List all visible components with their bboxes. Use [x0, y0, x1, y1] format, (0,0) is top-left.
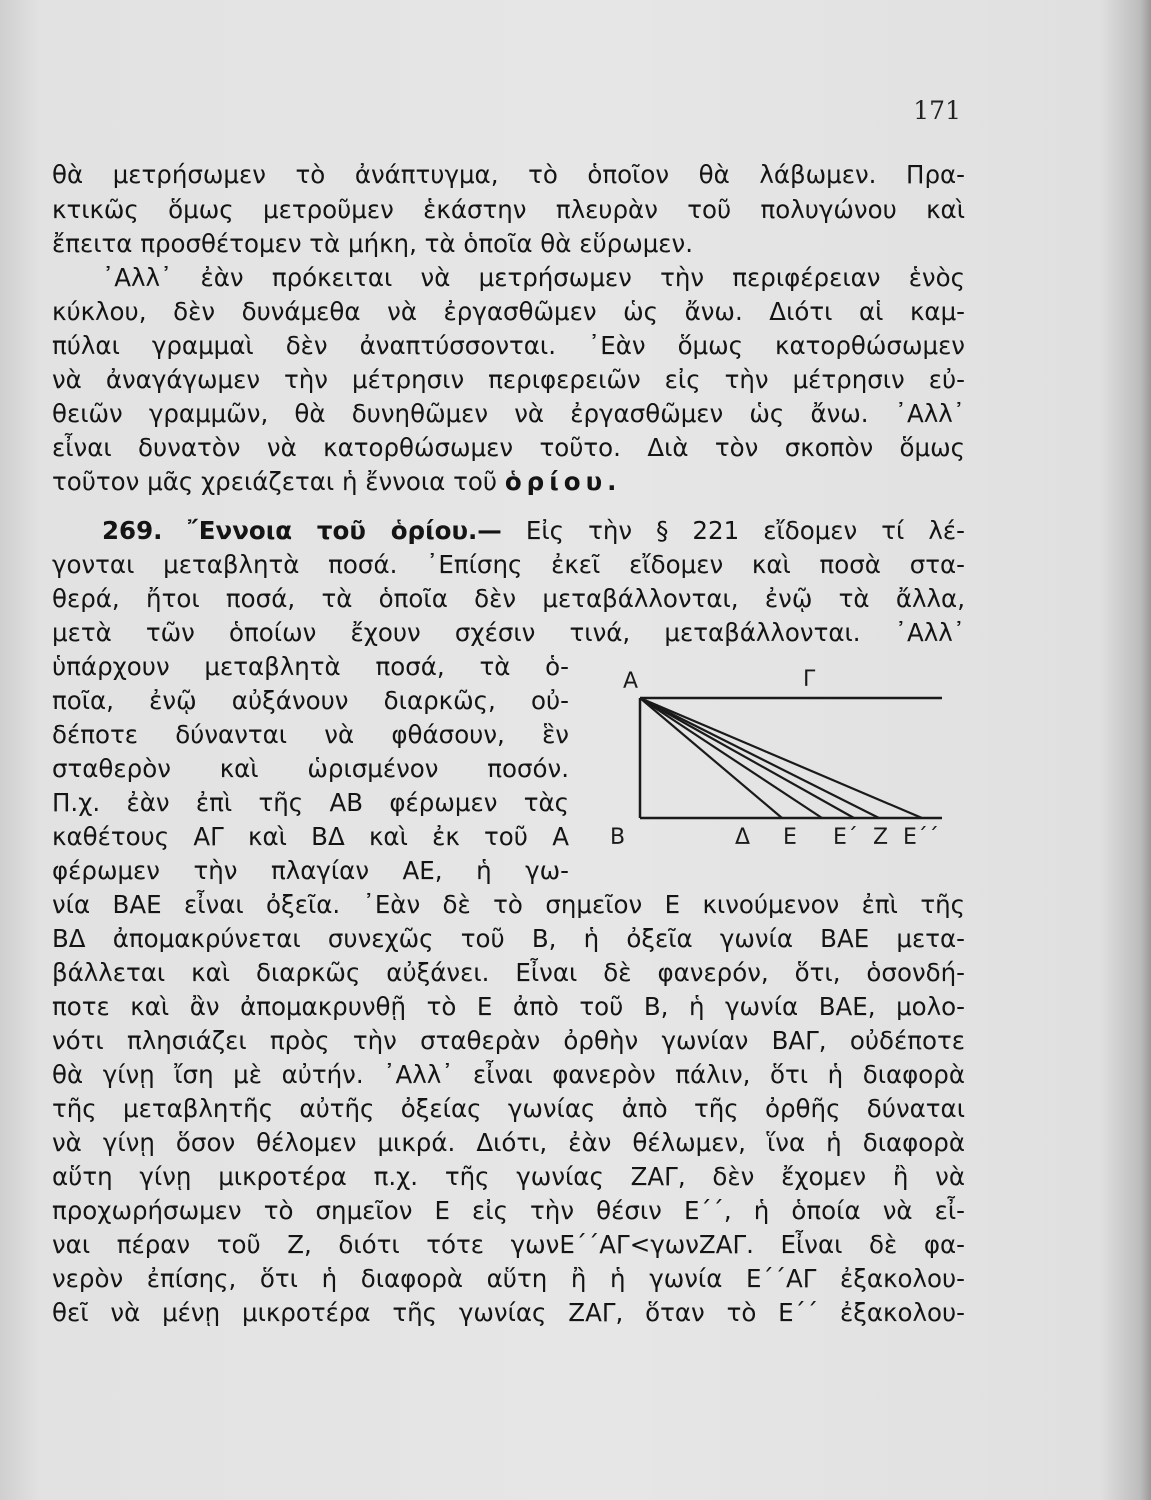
- text-line: σταθερὸν καὶ ὡρισμένον ποσόν.: [52, 754, 569, 783]
- text-line: καθέτους ΑΓ καὶ ΒΔ καὶ ἐκ τοῦ Α: [52, 822, 569, 851]
- page-number: 171: [913, 96, 961, 125]
- text-line: θὰ μετρήσωμεν τὸ ἀνάπτυγμα, τὸ ὁποῖον θὰ λάβωμεν. Πρα-: [52, 160, 965, 189]
- text-line: θειῶν γραμμῶν, θὰ δυνηθῶμεν νὰ ἐργασθῶμεν ὡς ἄνω. ᾿Αλλ᾿: [52, 399, 965, 428]
- text-line: γονται μεταβλητὰ ποσά. ᾿Επίσης ἐκεῖ εἴδομεν καὶ ποσὰ στα-: [52, 550, 965, 579]
- line-AE1: [640, 698, 854, 818]
- text-line: φέρωμεν τὴν πλαγίαν ΑΕ, ἡ γω-: [52, 856, 569, 885]
- label-E2: Ε΄΄: [903, 825, 939, 850]
- section-first-line-rest: Εἰς τὴν § 221 εἴδομεν τί λέ-: [525, 516, 965, 545]
- label-D: Δ: [735, 825, 751, 850]
- text-line-prefix: τοῦτον μᾶς χρειάζεται ἡ ἔννοια τοῦ: [52, 467, 505, 496]
- label-E: Ε: [783, 825, 797, 850]
- text-line: θὰ γίνῃ ἴση μὲ αὐτήν. ᾿Αλλ᾿ εἶναι φανερὸν πάλιν, ὅτι ἡ διαφορὰ: [52, 1060, 965, 1089]
- text-line: νερὸν ἐπίσης, ὅτι ἡ διαφορὰ αὕτη ἢ ἡ γωνία Ε΄΄ΑΓ ἐξακολου-: [52, 1264, 965, 1293]
- text-line: ποῖα, ἐνῷ αὐξάνουν διαρκῶς, οὐ-: [52, 686, 569, 715]
- text-line: ναι πέραν τοῦ Ζ, διότι τότε γωνΕ΄΄ΑΓ<γωνΖΑΓ. Εἶναι δὲ φα-: [52, 1230, 965, 1259]
- text-line: βάλλεται καὶ διαρκῶς αὐξάνει. Εἶναι δὲ φανερόν, ὅτι, ὁσονδή-: [52, 958, 965, 987]
- label-A: Α: [623, 669, 639, 694]
- geometry-figure: [585, 660, 985, 860]
- line-AE: [640, 698, 822, 818]
- text-line: ποτε καὶ ἂν ἀπομακρυνθῇ τὸ Ε ἀπὸ τοῦ Β, ἡ γωνία ΒΑΕ, μολο-: [52, 992, 965, 1021]
- text-line: ᾿Αλλ᾿ ἐὰν πρόκειται νὰ μετρήσωμεν τὴν περιφέρειαν ἑνὸς: [102, 263, 965, 292]
- text-line: θερά, ἤτοι ποσά, τὰ ὁποῖα δὲν μεταβάλλονται, ἐνῷ τὰ ἄλλα,: [52, 584, 965, 613]
- label-E1: Ε΄: [833, 825, 858, 850]
- label-Z: Ζ: [873, 825, 889, 850]
- section-title: ῎Εννοια τοῦ ὁρίου.—: [186, 516, 502, 545]
- text-line: νότι πλησιάζει πρὸς τὴν σταθερὰν ὀρθὴν γωνίαν ΒΑΓ, οὐδέποτε: [52, 1026, 965, 1055]
- text-line: αὕτη γίνῃ μικροτέρα π.χ. τῆς γωνίας ΖΑΓ, δὲν ἔχομεν ἢ νὰ: [52, 1162, 965, 1191]
- text-line: κτικῶς ὅμως μετροῦμεν ἑκάστην πλευρὰν τοῦ πολυγώνου καὶ: [52, 195, 965, 224]
- text-line: πύλαι γραμμαὶ δὲν ἀναπτύσσονται. ᾿Εὰν ὅμως κατορθώσωμεν: [52, 331, 965, 360]
- label-G: Γ: [803, 667, 816, 692]
- section-number: 269.: [102, 516, 163, 545]
- text-line: ΒΔ ἀπομακρύνεται συνεχῶς τοῦ Β, ἡ ὀξεῖα γωνία ΒΑΕ μετα-: [52, 924, 965, 953]
- text-line: μετὰ τῶν ὁποίων ἔχουν σχέσιν τινά, μεταβάλλονται. ᾿Αλλ᾿: [52, 618, 965, 647]
- line-AE2: [640, 698, 922, 818]
- text-line: ἔπειτα προσθέτομεν τὰ μήκη, τὰ ὁποῖα θὰ εὕρωμεν.: [52, 229, 694, 258]
- text-line: εἶναι δυνατὸν νὰ κατορθώσωμεν τοῦτο. Διὰ τὸν σκοπὸν ὅμως: [52, 433, 965, 462]
- text-line: προχωρήσωμεν τὸ σημεῖον Ε εἰς τὴν θέσιν Ε΄΄, ἡ ὁποία νὰ εἶ-: [52, 1196, 965, 1225]
- text-line: νὰ ἀναγάγωμεν τὴν μέτρησιν περιφερειῶν εἰς τὴν μέτρησιν εὐ-: [52, 365, 965, 394]
- text-line: νὰ γίνῃ ὅσον θέλομεν μικρά. Διότι, ἐὰν θέλωμεν, ἵνα ἡ διαφορὰ: [52, 1128, 965, 1157]
- label-B: Β: [610, 825, 626, 850]
- text-line: κύκλου, δὲν δυνάμεθα νὰ ἐργασθῶμεν ὡς ἄνω. Διότι αἱ καμ-: [52, 297, 965, 326]
- text-line: θεῖ νὰ μένῃ μικροτέρα τῆς γωνίας ΖΑΓ, ὅταν τὸ Ε΄΄ ἐξακολου-: [52, 1298, 965, 1327]
- text-line: [52, 465, 965, 499]
- text-line: νία ΒΑΕ εἶναι ὀξεῖα. ᾿Εὰν δὲ τὸ σημεῖον Ε κινούμενον ἐπὶ τῆς: [52, 890, 965, 919]
- text-line: τῆς μεταβλητῆς αὐτῆς ὀξείας γωνίας ἀπὸ τῆς ὀρθῆς δύναται: [52, 1094, 965, 1123]
- text-line: Π.χ. ἐὰν ἐπὶ τῆς ΑΒ φέρωμεν τὰς: [52, 788, 569, 817]
- text-line: ὑπάρχουν μεταβλητὰ ποσά, τὰ ὁ-: [52, 652, 569, 681]
- section-heading-line: [52, 514, 965, 548]
- text-line: δέποτε δύνανται νὰ φθάσουν, ἓν: [52, 720, 569, 749]
- term-horiou: ὁρίου.: [504, 467, 622, 496]
